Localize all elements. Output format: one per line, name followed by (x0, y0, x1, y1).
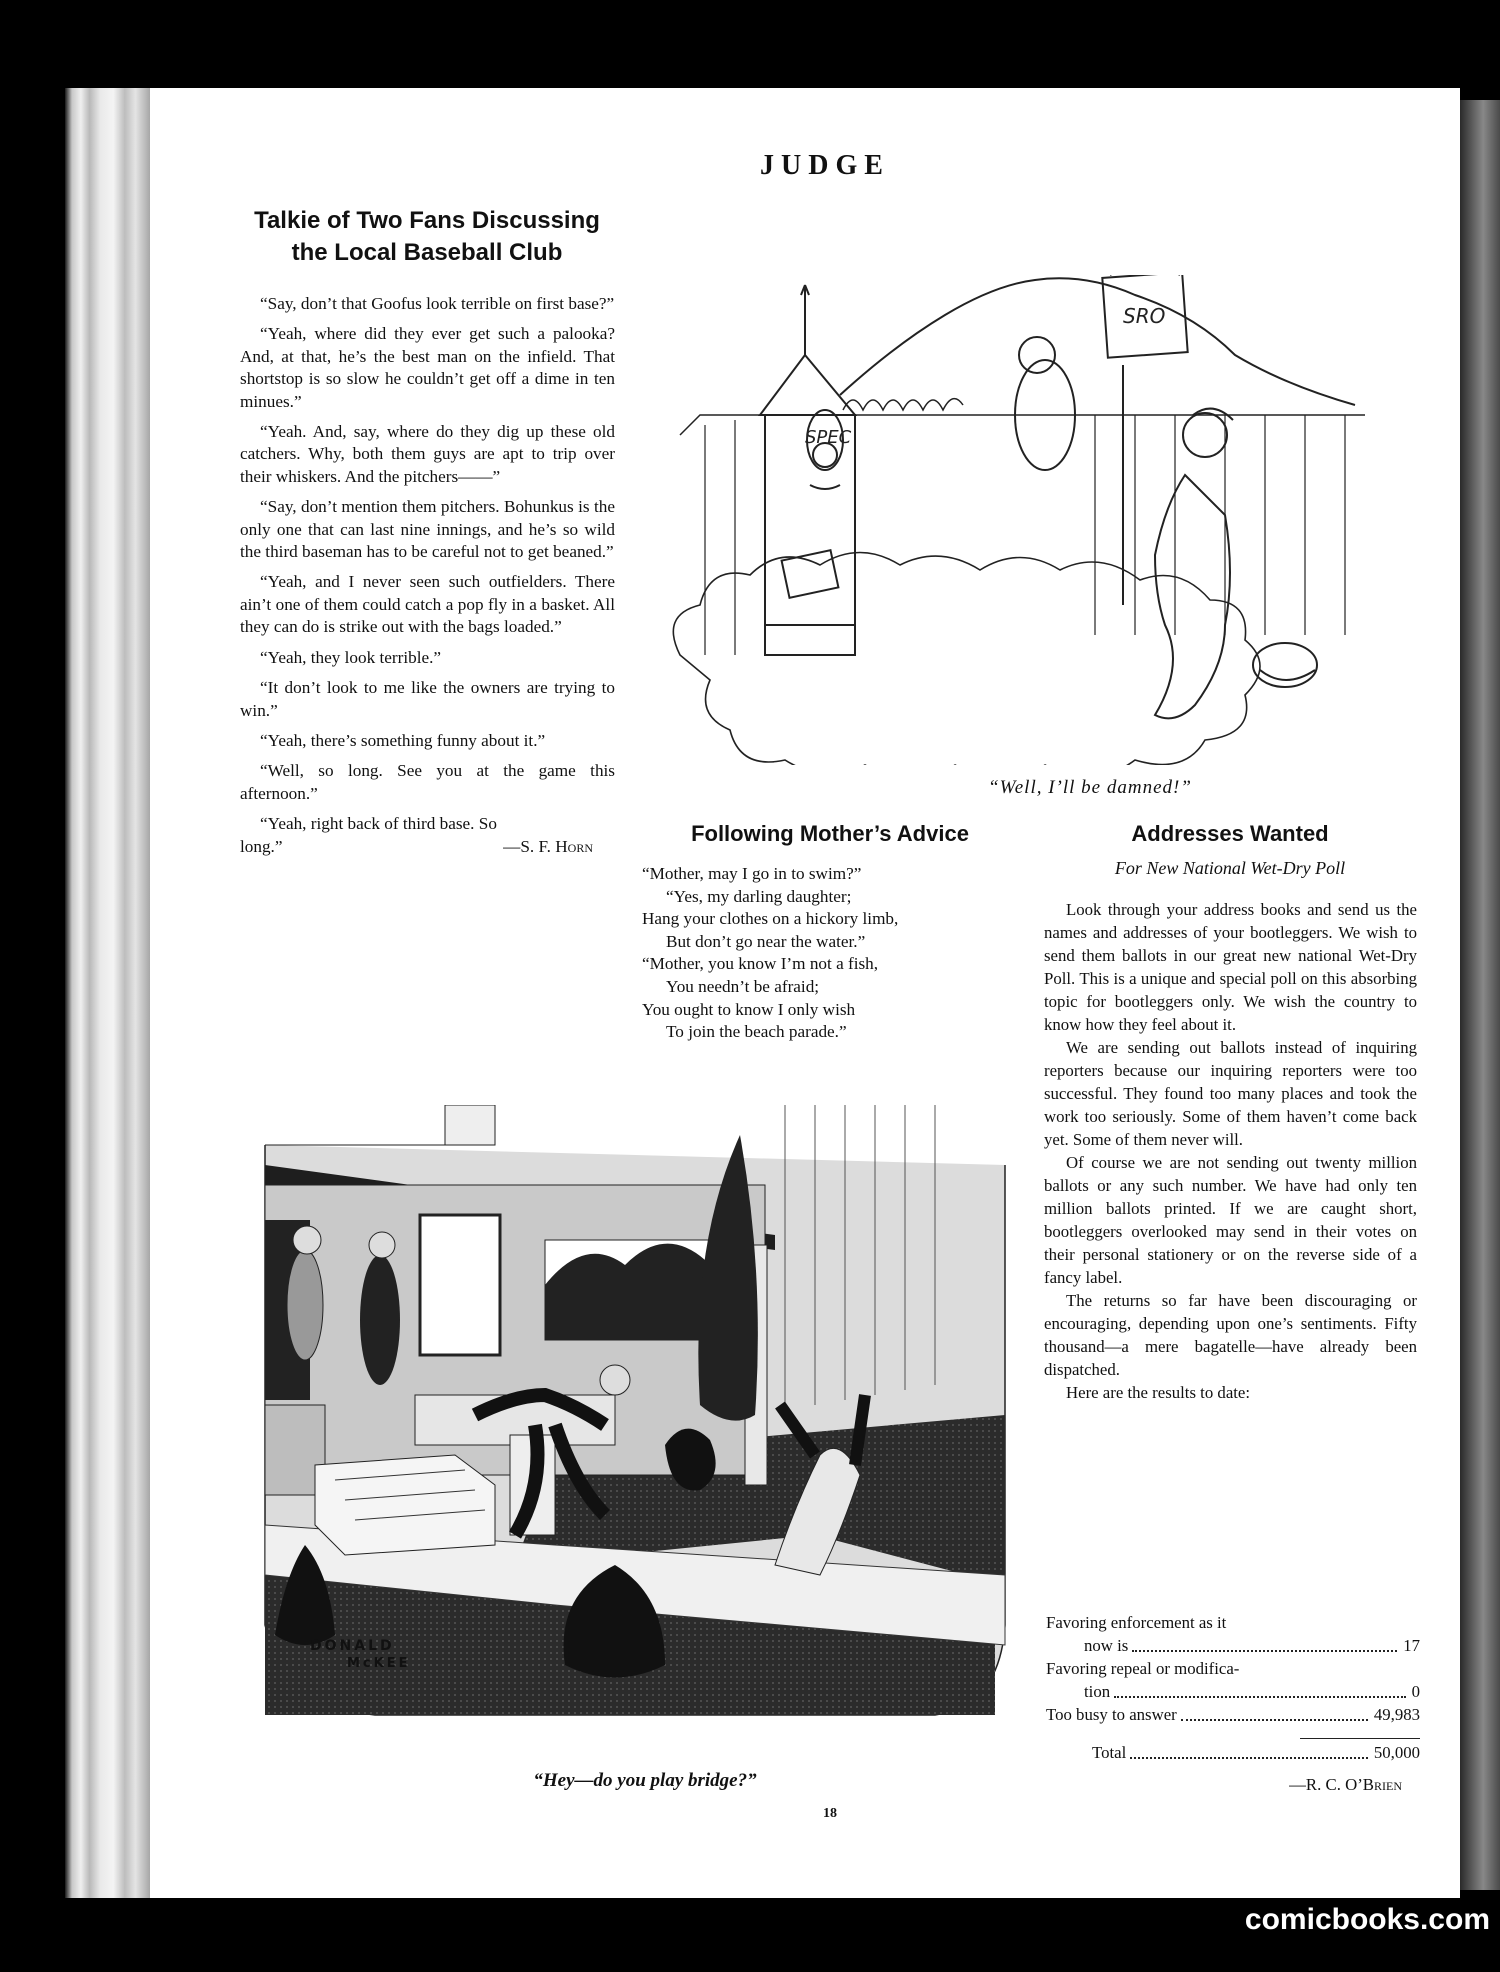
total-value: 50,000 (1373, 1743, 1420, 1762)
leader-dots (1130, 1757, 1368, 1759)
poem-line: You ought to know I only wish (642, 999, 856, 1019)
leader-dots (1181, 1719, 1368, 1721)
result-label: Favoring repeal or modifica- (1046, 1659, 1240, 1678)
result-value: 17 (1403, 1636, 1420, 1655)
poem-line: “Mother, may I go in to swim?” (642, 864, 862, 883)
cartoon1-caption: “Well, I’ll be damned!” (988, 777, 1192, 798)
spec-sign-text: SPEC (805, 427, 852, 448)
article-addresses-title: Addresses Wanted (1131, 821, 1329, 846)
paragraph: We are sending out ballots instead of inquiring reporters because our inquiring reporters were too successful. They found too many places and took the work too seriously. Some of them haven’t come back yet. Some of them never will. (1044, 1038, 1417, 1149)
paragraph: “Yeah, and I never seen such outfielders. There ain’t one of them could catch a pop fly in a basket. All they can do is strike out with the bags loaded.” (240, 572, 615, 637)
paragraph: “It don’t look to me like the owners are trying to win.” (240, 678, 615, 720)
poem-line: To join the beach parade.” (666, 1022, 847, 1042)
book-spine (65, 88, 153, 1898)
paragraph: “Yeah, there’s something funny about it.” (260, 730, 546, 750)
paragraph: “Yeah, right back of third base. So (260, 814, 497, 834)
next-page-edge (1458, 100, 1500, 1890)
paragraph: Of course we are not sending out twenty million ballots or any such number. We have had only ten million ballots printed. If we are caught short, bootleggers overlooked may send in their votes on their personal stationery or on the reverse side of a fancy label. (1044, 1153, 1417, 1287)
paragraph: “Well, so long. See you at the game this afternoon.” (240, 761, 615, 803)
paragraph: The returns so far have been discouraging or encouraging, depending upon one’s sentiments. Fifty thousand—a mere bagatelle—have already been dispatched. (1044, 1291, 1417, 1379)
last-line: long.” (240, 836, 283, 856)
paragraph: “Yeah. And, say, where do they dig up these old catchers. Why, both them guys are apt to trip over their whiskers. And the pitchers——” (240, 422, 615, 486)
result-row (1046, 1657, 1420, 1680)
poem-title: Following Mother’s Advice (691, 821, 969, 846)
poll-results-table (1046, 1611, 1420, 1726)
poem-line: Hang your clothes on a hickory limb, (642, 909, 899, 929)
poem-line: “Mother, you know I’m not a fish, (642, 954, 879, 974)
result-label: Too busy to answer (1046, 1705, 1177, 1724)
artist-signature-line2: McKEE (347, 1656, 411, 1671)
poem-body (642, 863, 1022, 1044)
article-talkie-title (232, 205, 622, 269)
result-label: now is (1084, 1636, 1129, 1655)
paragraph: “Yeah, where did they ever get such a palooka? And, at that, he’s the best man on the infield. That shortstop is so slow he couldn’t get off a dime in ten minues.” (240, 324, 615, 411)
paragraph: “Say, don’t that Goofus look terrible on first base?” (260, 294, 615, 313)
article-talkie-title-line2: the Local Baseball Club (291, 239, 563, 266)
article-talkie-title-line1: Talkie of Two Fans Discussing (254, 207, 600, 234)
author-byline: —R. C. O’Brien (1289, 1775, 1402, 1794)
total-row (1092, 1741, 1420, 1764)
artist-signature-line1: DONALD (310, 1638, 395, 1654)
article-addresses-subtitle: For New National Wet-Dry Poll (1114, 858, 1346, 878)
page-number: 18 (823, 1806, 837, 1821)
result-value: 49,983 (1373, 1705, 1420, 1724)
sro-sign-text: SRO (1123, 304, 1166, 328)
result-value: 0 (1411, 1682, 1420, 1701)
article-talkie-body (240, 293, 615, 858)
paragraph: “Say, don’t mention them pitchers. Bohunkus is the only one that can last nine innings, and he’s so wild the third baseman has to be careful not to get beaned.” (240, 497, 615, 562)
result-row (1046, 1703, 1420, 1726)
total-label: Total (1092, 1743, 1127, 1762)
poem-line: You needn’t be afraid; (666, 976, 820, 996)
cartoon2-caption: “Hey—do you play bridge?” (533, 1770, 757, 1791)
paragraph: “Yeah, they look terrible.” (260, 647, 442, 667)
total-rule (1300, 1738, 1420, 1739)
article-addresses-body (1044, 898, 1417, 1404)
poem-line: But don’t go near the water.” (666, 931, 866, 951)
result-row (1046, 1634, 1420, 1657)
watermark-text: comicbooks.com (1244, 1903, 1490, 1936)
result-row (1046, 1680, 1420, 1703)
poll-total (1092, 1741, 1420, 1764)
magazine-title: JUDGE (760, 150, 890, 181)
leader-dots (1114, 1696, 1406, 1698)
leader-dots (1132, 1650, 1397, 1652)
result-row (1046, 1611, 1420, 1634)
cartoon-heaven-gate-illustration (665, 275, 1395, 765)
paragraph: Look through your address books and send us the names and addresses of your bootleggers. We wish to send them ballots in our great new national Wet-Dry Poll. This is a unique and special poll on this absorbing topic for bootleggers only. We wish the country to know how they feel about it. (1044, 900, 1417, 1034)
cartoon-porch-bridge-illustration (255, 1105, 1010, 1725)
result-label: Favoring enforcement as it (1046, 1613, 1227, 1632)
poem-line: “Yes, my darling daughter; (666, 886, 852, 906)
signature-line (240, 836, 615, 858)
result-label: tion (1084, 1682, 1111, 1701)
author-byline: —S. F. Horn (503, 836, 593, 856)
paragraph: Here are the results to date: (1066, 1383, 1251, 1402)
